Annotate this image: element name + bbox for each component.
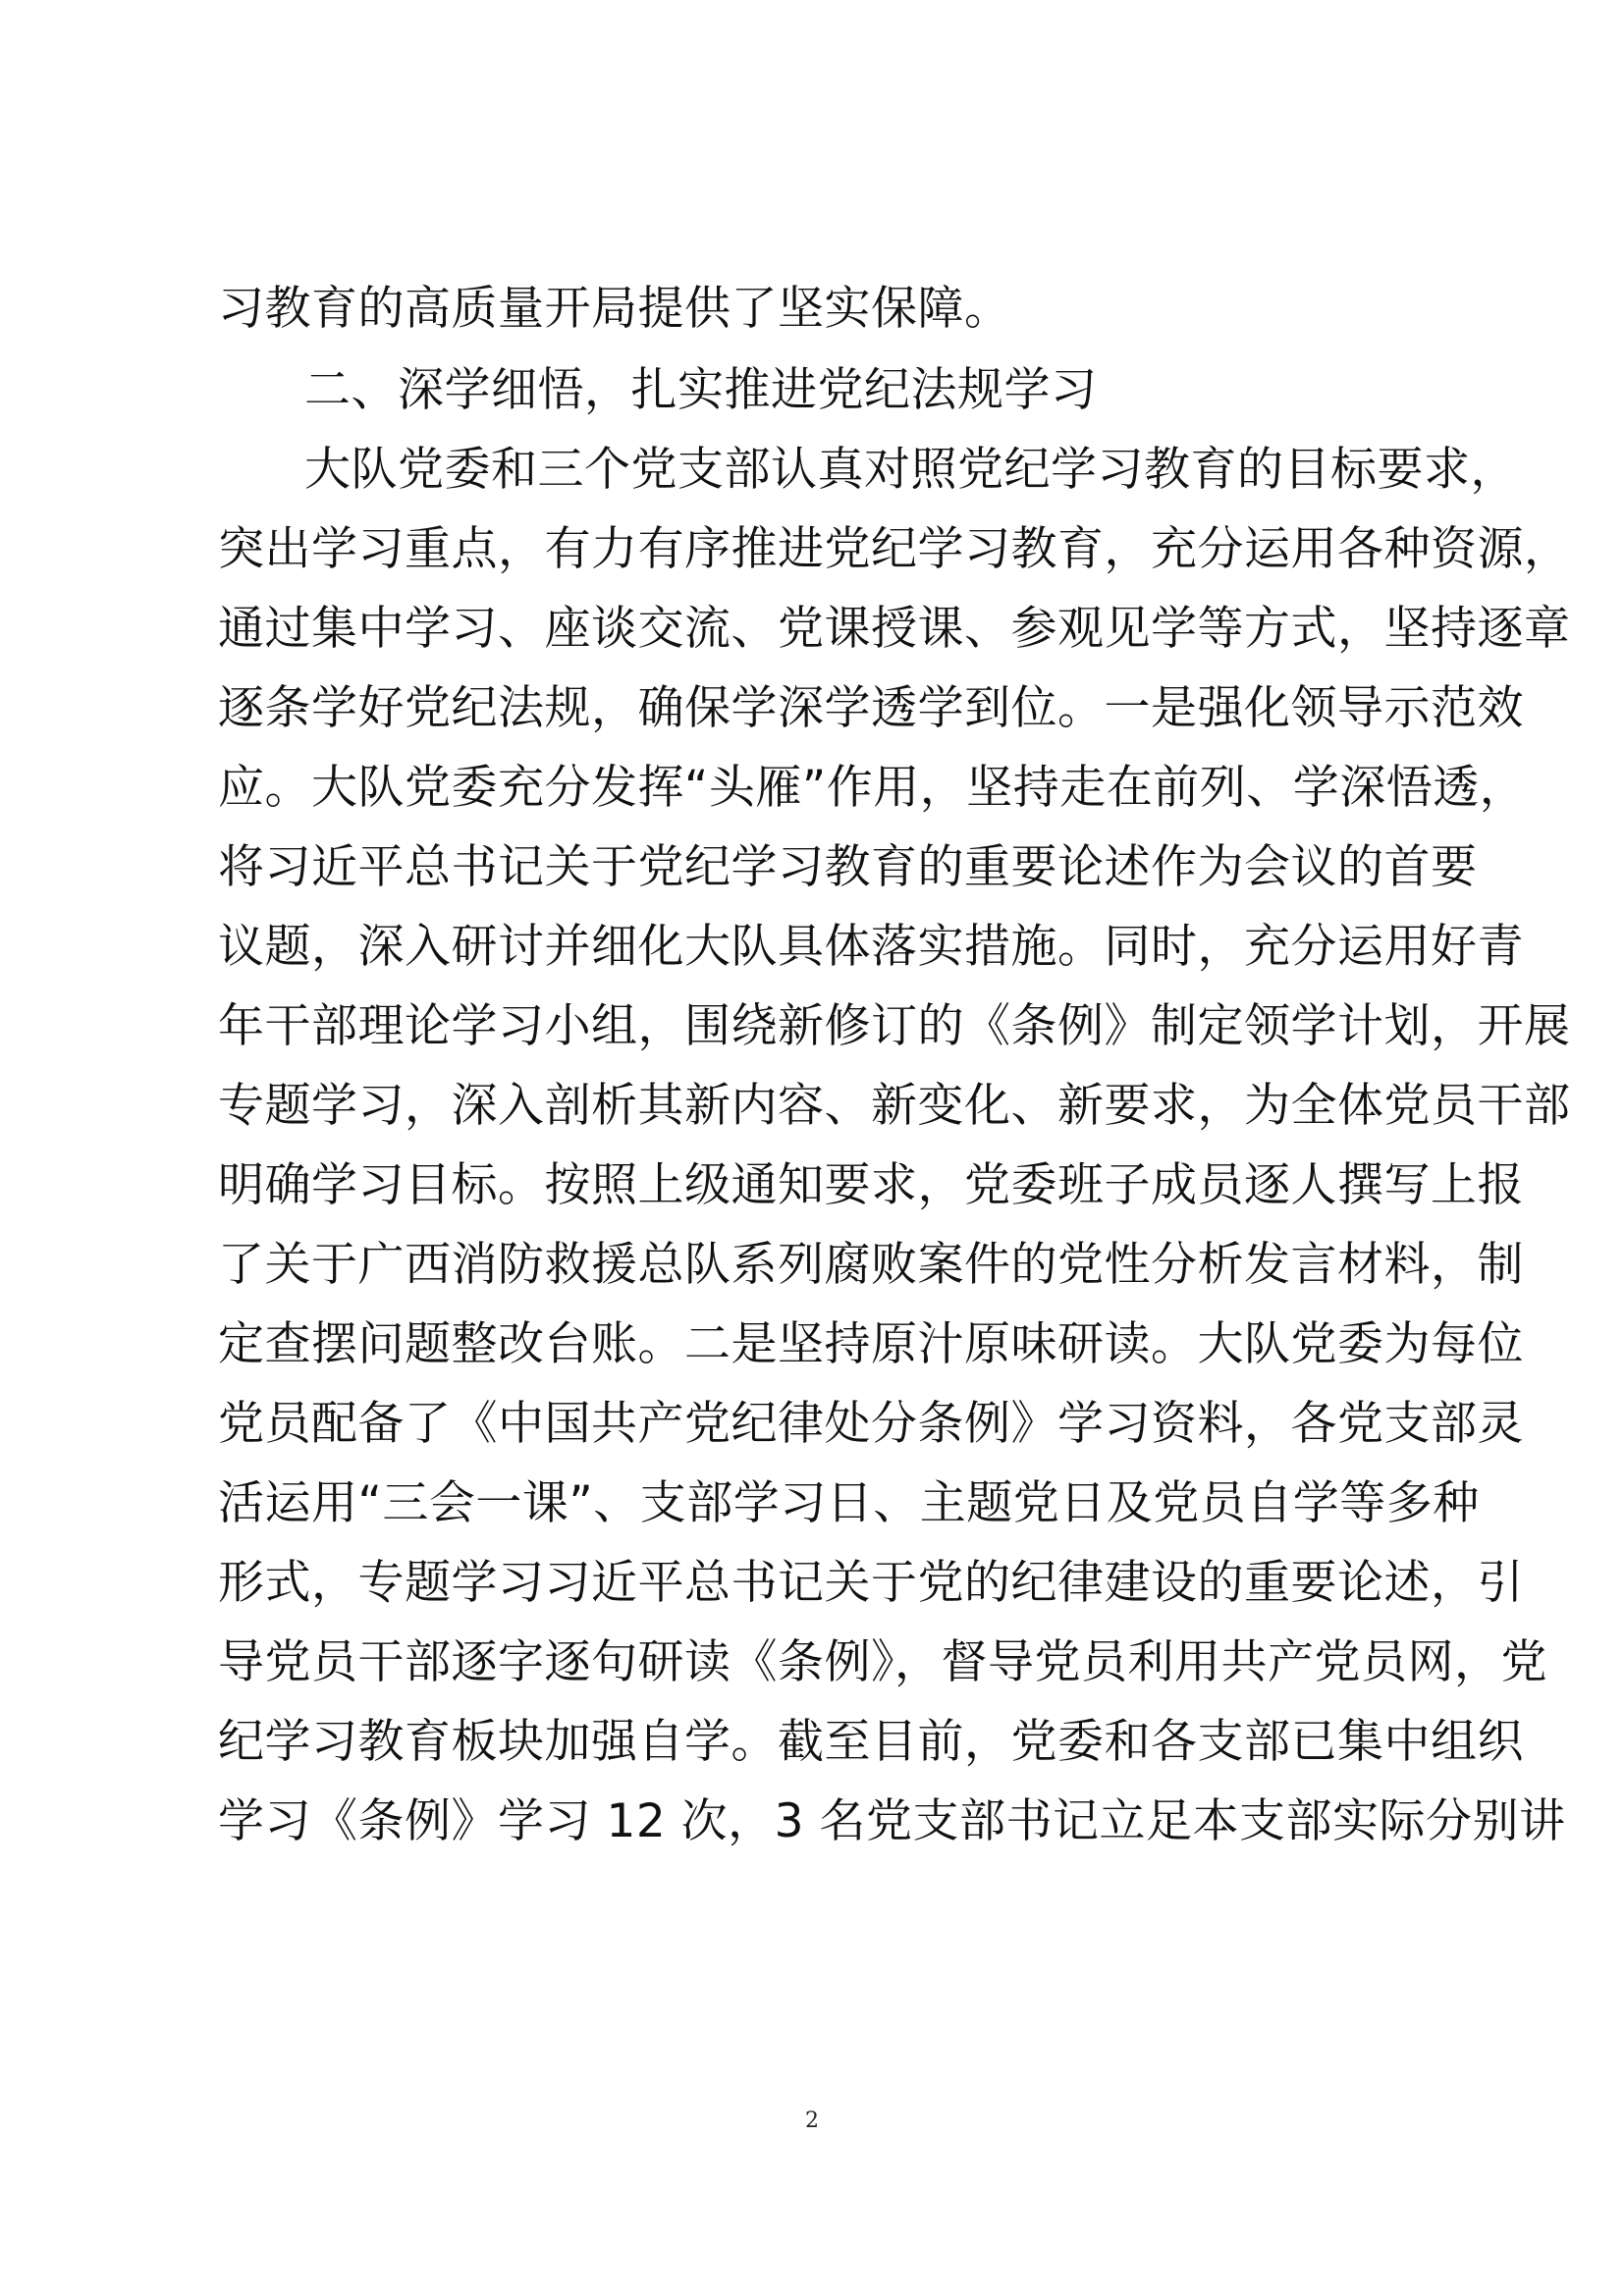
paragraph-line: 大队党委和三个党支部认真对照党纪学习教育的目标要求， — [304, 443, 1517, 497]
paragraph-line: 形式，专题学习习近平总书记关于党的纪律建设的重要论述，引 — [218, 1556, 1524, 1610]
paragraph-line: 专题学习，深入剖析其新内容、新变化、新要求，为全体党员干部 — [218, 1079, 1571, 1133]
paragraph-line: 了关于广西消防救援总队系列腐败案件的党性分析发言材料，制 — [218, 1238, 1524, 1292]
paragraph-line: 将习近平总书记关于党纪学习教育的重要论述作为会议的首要 — [218, 840, 1478, 894]
paragraph-line: 突出学习重点，有力有序推进党纪学习教育，充分运用各种资源， — [218, 522, 1571, 576]
paragraph-line: 纪学习教育板块加强自学。截至目前，党委和各支部已集中组织 — [218, 1715, 1524, 1769]
paragraph-line: 议题，深入研讨并细化大队具体落实措施。同时，充分运用好青 — [218, 920, 1524, 974]
paragraph-line: 通过集中学习、座谈交流、党课授课、参观见学等方式，坚持逐章 — [218, 602, 1571, 656]
paragraph-line: 活运用“三会一课”、支部学习日、主题党日及党员自学等多种 — [218, 1476, 1480, 1530]
paragraph-line: 习教育的高质量开局提供了坚实保障。 — [218, 282, 1011, 336]
paragraph-line: 明确学习目标。按照上级通知要求，党委班子成员逐人撰写上报 — [218, 1158, 1524, 1212]
section-heading: 二、深学细悟，扎实推进党纪法规学习 — [304, 363, 1098, 417]
paragraph-line: 学习《条例》学习 12 次，3 名党支部书记立足本支部实际分别讲 — [218, 1794, 1566, 1848]
paragraph-line: 应。大队党委充分发挥“头雁”作用，坚持走在前列、学深悟透， — [218, 761, 1527, 815]
paragraph-line: 导党员干部逐字逐句研读《条例》，督导党员利用共产党员网，党 — [218, 1635, 1547, 1689]
paragraph-line: 逐条学好党纪法规，确保学深学透学到位。一是强化领导示范效 — [218, 681, 1524, 735]
paragraph-line: 定查摆问题整改台账。二是坚持原汁原味研读。大队党委为每位 — [218, 1317, 1524, 1371]
page-number: 2 — [805, 2109, 819, 2133]
paragraph-line: 党员配备了《中国共产党纪律处分条例》学习资料，各党支部灵 — [218, 1397, 1524, 1451]
paragraph-line: 年干部理论学习小组，围绕新修订的《条例》制定领学计划，开展 — [218, 999, 1571, 1053]
